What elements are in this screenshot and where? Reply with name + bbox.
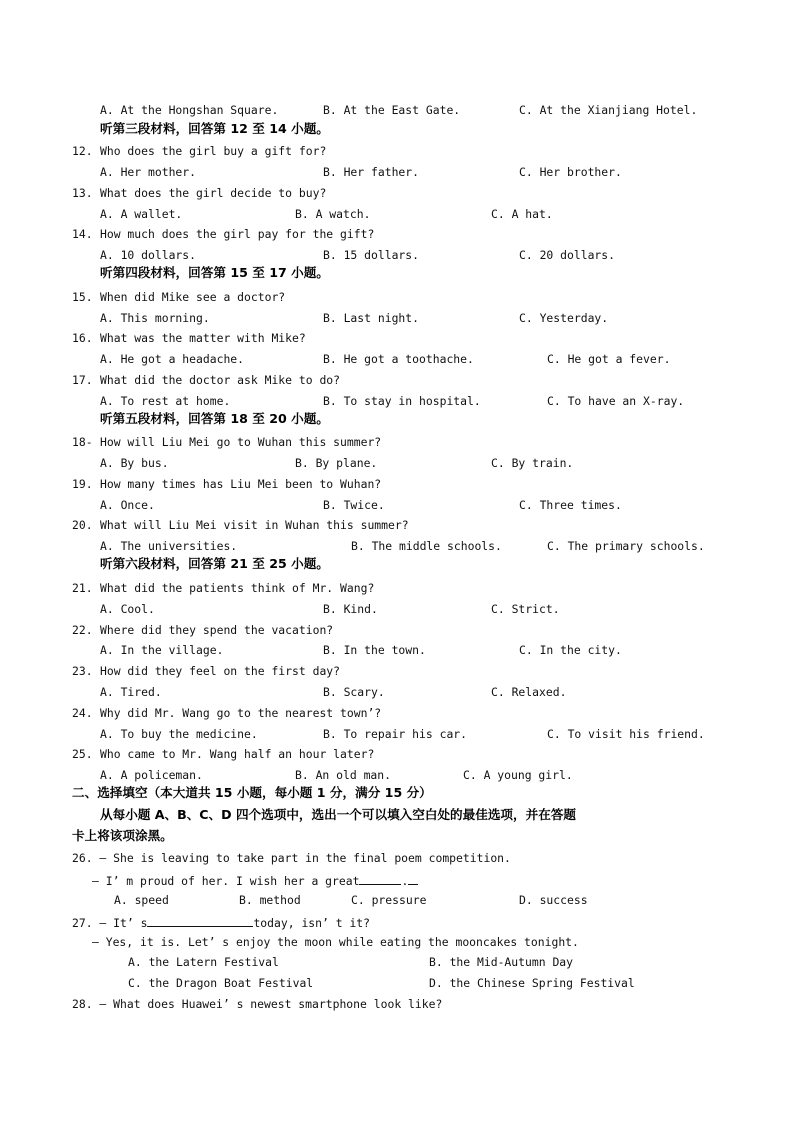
question-text: What did the patients think of Mr. Wang? [100,581,375,595]
option-b: B. In the town. [323,643,426,657]
question-text: What did the doctor ask Mike to do? [100,373,341,387]
question-text: Why did Mr. Wang go to the nearest town’? [100,706,382,720]
option-b: B. He got a toothache. [323,352,474,366]
section-header: 听第四段材料，回答第 15 至 17 小题。 [100,265,329,280]
option-c: C. At the Xianjiang Hotel. [519,103,698,117]
option-c: C. A hat. [491,207,553,221]
question-number: 17. [72,373,93,387]
option-b: B. A watch. [295,207,371,221]
option-b: B. Last night. [323,311,420,325]
question-tail: today, isn’ t it? [253,916,371,930]
option-a: A. In the village. [100,643,224,657]
option-b: B. An old man. [295,768,392,782]
option-b: B. 15 dollars. [323,248,420,262]
question-text [92,872,418,888]
option-b: B. the Mid-Autumn Day [429,955,574,969]
option-a: A. By bus. [100,456,169,470]
option-a: A. At the Hongshan Square. [100,103,279,117]
option-a: A. A policeman. [100,768,203,782]
question-number: 16. [72,331,93,345]
question-text: 26. — She is leaving to take part in the final poem competition. [72,851,511,865]
option-c: C. Strict. [491,602,560,616]
question-number: 20. [72,518,93,532]
option-a: A. To buy the medicine. [100,727,258,741]
question-text: What will Liu Mei visit in Wuhan this summer? [100,518,409,532]
question-number: 13. [72,186,93,200]
option-d: D. success [519,893,588,907]
answer-blank [408,872,418,885]
question-number: 21. [72,581,93,595]
section-header: 听第五段材料，回答第 18 至 20 小题。 [100,411,329,426]
option-b: B. To stay in hospital. [323,394,481,408]
option-a: A. He got a headache. [100,352,245,366]
question-number: 18- [72,435,93,449]
question-number: 24. [72,706,93,720]
question-text: Who came to Mr. Wang half an hour later? [100,747,375,761]
question-text: How will Liu Mei go to Wuhan this summer? [100,435,382,449]
option-c: C. the Dragon Boat Festival [128,976,314,990]
question-text: When did Mike see a doctor? [100,290,286,304]
question-text: What does the girl decide to buy? [100,186,327,200]
dialogue-line: — Yes, it is. Let’ s enjoy the moon while eating the mooncakes tonight. [92,935,579,949]
option-c: C. 20 dollars. [519,248,616,262]
option-c: C. pressure [351,893,427,907]
option-a: A. Once. [100,498,155,512]
option-a: A. the Latern Festival [128,955,279,969]
question-number: 12. [72,144,93,158]
option-a: A. This morning. [100,311,210,325]
question-text: How did they feel on the first day? [100,664,341,678]
question-text: Who does the girl buy a gift for? [100,144,327,158]
option-c: C. The primary schools. [547,539,705,553]
option-c: C. In the city. [519,643,622,657]
punctuation: . [401,874,409,888]
option-c: C. To have an X-ray. [547,394,685,408]
answer-blank [359,872,401,885]
option-a: A. Cool. [100,602,155,616]
option-b: B. To repair his car. [323,727,468,741]
question-text [72,914,370,930]
option-c: C. To visit his friend. [547,727,705,741]
option-a: A. A wallet. [100,207,183,221]
question-number: 25. [72,747,93,761]
option-c: C. Three times. [519,498,622,512]
option-b: B. Twice. [323,498,385,512]
question-number: 23. [72,664,93,678]
section-instructions: 从每小题 A、B、C、D 四个选项中，选出一个可以填入空白处的最佳选项，并在答题 [100,807,576,822]
option-c: C. Her brother. [519,165,622,179]
question-number: 15. [72,290,93,304]
question-lead: 27. — It’ s [72,916,148,930]
question-text: What was the matter with Mike? [100,331,306,345]
option-b: B. At the East Gate. [323,103,461,117]
option-a: A. To rest at home. [100,394,231,408]
option-a: A. Her mother. [100,165,197,179]
question-text: Where did they spend the vacation? [100,623,334,637]
option-a: A. The universities. [100,539,238,553]
question-number: 14. [72,227,93,241]
question-text: How many times has Liu Mei been to Wuhan? [100,477,382,491]
option-c: C. Yesterday. [519,311,609,325]
option-c: C. He got a fever. [547,352,671,366]
option-a: A. 10 dollars. [100,248,197,262]
section-header: 听第六段材料，回答第 21 至 25 小题。 [100,556,329,571]
section-title: 二、选择填空（本大道共 15 小题，每小题 1 分，满分 15 分） [72,785,432,800]
option-b: B. The middle schools. [351,539,502,553]
option-b: B. Kind. [323,602,378,616]
option-d: D. the Chinese Spring Festival [429,976,635,990]
question-number: 22. [72,623,93,637]
section-instructions: 卡上将该项涂黑。 [72,828,173,843]
option-b: B. Her father. [323,165,420,179]
option-a: A. Tired. [100,685,162,699]
question-text: How much does the girl pay for the gift? [100,227,375,241]
option-b: B. method [239,893,301,907]
option-c: C. A young girl. [463,768,573,782]
option-a: A. speed [114,893,169,907]
option-b: B. By plane. [295,456,378,470]
option-c: C. Relaxed. [491,685,567,699]
question-number: 19. [72,477,93,491]
answer-blank [147,914,253,927]
question-text: 28. — What does Huawei’ s newest smartphone look like? [72,997,443,1011]
option-c: C. By train. [491,456,574,470]
section-header: 听第三段材料，回答第 12 至 14 小题。 [100,121,329,136]
option-b: B. Scary. [323,685,385,699]
dialogue-line: — I’ m proud of her. I wish her a great [92,874,360,888]
